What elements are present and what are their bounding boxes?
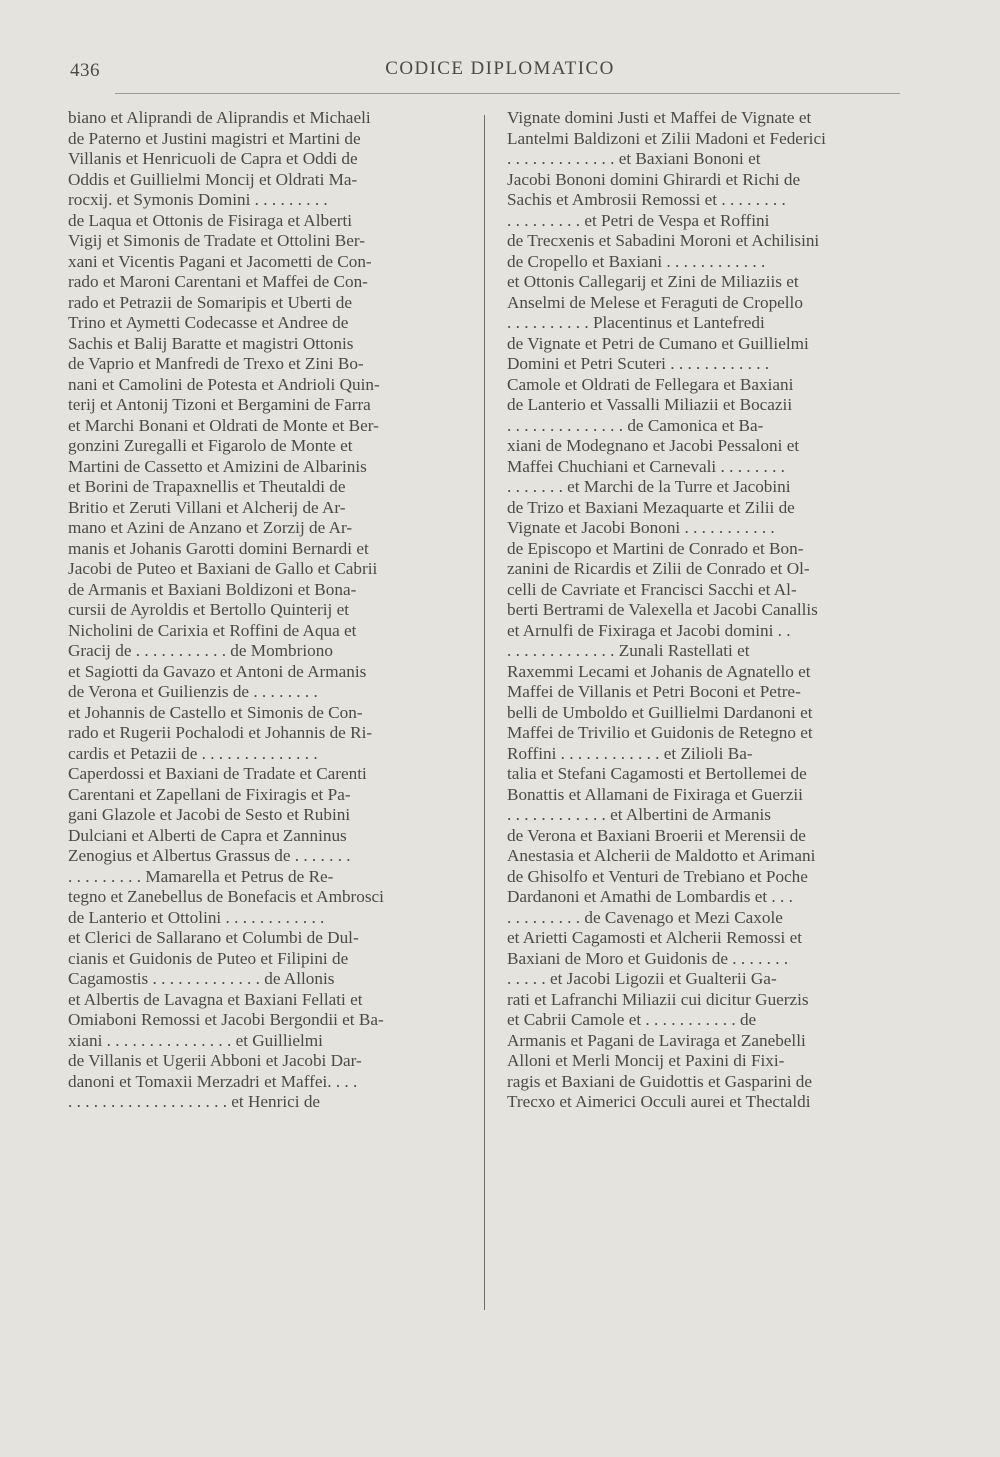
- right-column-line: Domini et Petri Scuteri . . . . . . . . . . . .: [507, 354, 770, 373]
- left-column-line: mano et Azini de Anzano et Zorzij de Ar-: [68, 518, 353, 537]
- right-column-line: talia et Stefani Cagamosti et Bertollemei de: [507, 764, 807, 783]
- right-column-line: et Arietti Cagamosti et Alcherii Remossi et: [507, 928, 802, 947]
- right-column-line: Sachis et Ambrosii Remossi et . . . . . . . .: [507, 190, 786, 209]
- left-column-line: cianis et Guidonis de Puteo et Filipini de: [68, 948, 349, 968]
- left-column-line: . . . . . . . . . Mamarella et Petrus de Re-: [68, 866, 334, 886]
- right-column-line: de Episcopo et Martini de Conrado et Bon-: [507, 538, 804, 558]
- right-column: [507, 108, 897, 1113]
- left-column-line: et Albertis de Lavagna et Baxiani Fellati et: [68, 989, 363, 1009]
- right-column-line: et Ottonis Callegarij et Zini de Miliaziis et: [507, 272, 799, 291]
- right-column-line: Vignate domini Justi et Maffei de Vignate et: [507, 108, 812, 127]
- left-column-line: Nicholini de Carixia et Roffini de Aqua et: [68, 620, 357, 640]
- right-column-line: . . . . . et Jacobi Ligozii et Gualterii Ga-: [507, 969, 777, 988]
- column-divider: [484, 115, 485, 1310]
- left-column-line: terij et Antonij Tizoni et Bergamini de Farra: [68, 395, 371, 414]
- right-column-line: Anestasia et Alcherii de Maldotto et Arimani: [507, 846, 816, 865]
- header-rule: [115, 93, 900, 94]
- right-column-line: Maffei de Trivilio et Guidonis de Retegno et: [507, 723, 813, 742]
- right-column-line: Maffei de Villanis et Petri Boconi et Petre-: [507, 682, 801, 701]
- left-column-line: biano et Aliprandi de Aliprandis et Michaeli: [68, 108, 371, 127]
- right-column-line: Vignate et Jacobi Bononi . . . . . . . . . . .: [507, 518, 775, 537]
- right-column-line: Alloni et Merli Moncij et Paxini di Fixi-: [507, 1051, 785, 1070]
- left-column-line: de Paterno et Justini magistri et Martini de: [68, 128, 361, 148]
- right-column-line: berti Bertrami de Valexella et Jacobi Canallis: [507, 600, 818, 619]
- left-column-line: Vigij et Simonis de Tradate et Ottolini Ber-: [68, 231, 365, 250]
- right-column-line: . . . . . . . . . de Cavenago et Mezi Caxole: [507, 907, 783, 927]
- left-column-line: xani et Vicentis Pagani et Jacometti de Con-: [68, 251, 372, 271]
- right-column-line: de Vignate et Petri de Cumano et Guillielmi: [507, 333, 809, 353]
- left-column-line: Cagamostis . . . . . . . . . . . . . de Allonis: [68, 969, 335, 988]
- left-column-line: rado et Maroni Carentani et Maffei de Con-: [68, 272, 368, 291]
- right-column-line: et Arnulfi de Fixiraga et Jacobi domini . .: [507, 620, 791, 640]
- right-column-line: Jacobi Bononi domini Ghirardi et Richi de: [507, 169, 801, 189]
- left-column-line: Zenogius et Albertus Grassus de . . . . . . .: [68, 846, 351, 865]
- right-column-line: et Cabrii Camole et . . . . . . . . . . . de: [507, 1010, 757, 1029]
- right-column-line: . . . . . . . . . et Petri de Vespa et Roffini: [507, 210, 770, 230]
- right-column-line: celli de Cavriate et Francisci Sacchi et Al-: [507, 579, 797, 599]
- right-column-line: xiani de Modegnano et Jacobi Pessaloni et: [507, 436, 800, 455]
- left-column-line: cursii de Ayroldis et Bertollo Quinterij et: [68, 600, 350, 619]
- left-column-line: Caperdossi et Baxiani de Tradate et Carenti: [68, 764, 367, 783]
- left-column-line: . . . . . . . . . . . . . . . . . . . et Henrici de: [68, 1092, 321, 1111]
- right-column-line: . . . . . . . . . . . . . Zunali Rastellati et: [507, 641, 750, 660]
- right-column-line: Maffei Chuchiani et Carnevali . . . . . . . .: [507, 456, 785, 476]
- right-column-line: . . . . . . . . . . Placentinus et Lantefredi: [507, 313, 765, 332]
- left-column: [68, 108, 458, 1113]
- right-column-line: de Cropello et Baxiani . . . . . . . . . . . .: [507, 251, 766, 271]
- right-column-line: Camole et Oldrati de Fellegara et Baxiani: [507, 374, 794, 394]
- right-column-line: ragis et Baxiani de Guidottis et Gasparini de: [507, 1071, 813, 1091]
- left-column-line: tegno et Zanebellus de Bonefacis et Ambrosci: [68, 887, 384, 906]
- left-column-line: de Laqua et Ottonis de Fisiraga et Alberti: [68, 210, 352, 230]
- left-column-line: danoni et Tomaxii Merzadri et Maffei. . . .: [68, 1071, 358, 1091]
- right-column-line: Trecxo et Aimerici Occuli aurei et Thectaldi: [507, 1092, 811, 1111]
- left-column-line: Martini de Cassetto et Amizini de Albarinis: [68, 456, 367, 476]
- left-column-line: rocxij. et Symonis Domini . . . . . . . . .: [68, 190, 328, 209]
- page-number: 436: [70, 60, 100, 81]
- right-column-line: Anselmi de Melese et Feraguti de Cropello: [507, 292, 803, 312]
- right-column-line: . . . . . . . et Marchi de la Turre et Jacobini: [507, 477, 791, 496]
- left-column-line: Omiaboni Remossi et Jacobi Bergondii et Ba-: [68, 1010, 384, 1029]
- left-column-line: Trino et Aymetti Codecasse et Andree de: [68, 313, 349, 332]
- left-column-line: de Villanis et Ugerii Abboni et Jacobi Dar-: [68, 1051, 362, 1070]
- right-column-line: Lantelmi Baldizoni et Zilii Madoni et Federici: [507, 128, 826, 148]
- left-column-line: manis et Johanis Garotti domini Bernardi et: [68, 538, 369, 558]
- left-column-line: et Johannis de Castello et Simonis de Con-: [68, 702, 363, 722]
- left-column-line: Dulciani et Alberti de Capra et Zanninus: [68, 825, 347, 845]
- right-column-line: de Ghisolfo et Venturi de Trebiano et Poche: [507, 866, 808, 886]
- left-column-line: xiani . . . . . . . . . . . . . . . et Guillielmi: [68, 1030, 323, 1050]
- left-column-line: gonzini Zuregalli et Figarolo de Monte et: [68, 436, 353, 455]
- left-column-line: Jacobi de Puteo et Baxiani de Gallo et Cabrii: [68, 559, 378, 578]
- left-column-line: nani et Camolini de Potesta et Andrioli Quin-: [68, 374, 380, 394]
- running-title: CODICE DIPLOMATICO: [385, 58, 615, 79]
- left-column-line: de Vaprio et Manfredi de Trexo et Zini Bo-: [68, 354, 364, 373]
- left-column-line: Sachis et Balij Baratte et magistri Ottonis: [68, 333, 354, 353]
- left-column-line: de Lanterio et Ottolini . . . . . . . . . . . .: [68, 907, 325, 927]
- left-column-line: rado et Rugerii Pochalodi et Johannis de Ri-: [68, 723, 373, 742]
- left-column-line: et Marchi Bonani et Oldrati de Monte et Ber-: [68, 415, 379, 435]
- left-column-line: Villanis et Henricuoli de Capra et Oddi de: [68, 149, 358, 168]
- right-column-line: belli de Umboldo et Guillielmi Dardanoni et: [507, 702, 813, 722]
- left-column-line: Oddis et Guillielmi Moncij et Oldrati Ma-: [68, 169, 358, 189]
- left-column-line: gani Glazole et Jacobi de Sesto et Rubini: [68, 805, 351, 824]
- right-column-line: Armanis et Pagani de Laviraga et Zanebelli: [507, 1030, 806, 1050]
- right-column-line: . . . . . . . . . . . . et Albertini de Armanis: [507, 805, 771, 824]
- right-column-line: . . . . . . . . . . . . . et Baxiani Bononi et: [507, 149, 761, 168]
- left-column-line: et Sagiotti da Gavazo et Antoni de Armanis: [68, 661, 367, 681]
- right-column-line: Roffini . . . . . . . . . . . . et Zilioli Ba-: [507, 743, 753, 763]
- left-column-line: rado et Petrazii de Somaripis et Uberti de: [68, 292, 352, 312]
- right-column-line: . . . . . . . . . . . . . . de Camonica et Ba-: [507, 415, 764, 435]
- right-column-line: de Trizo et Baxiani Mezaquarte et Zilii de: [507, 497, 795, 517]
- right-column-line: Raxemmi Lecami et Johanis de Agnatello et: [507, 661, 811, 681]
- right-column-line: Bonattis et Allamani de Fixiraga et Guerzii: [507, 784, 803, 804]
- right-column-line: de Trecxenis et Sabadini Moroni et Achilisini: [507, 231, 820, 250]
- left-column-line: Carentani et Zapellani de Fixiragis et Pa-: [68, 784, 351, 804]
- left-column-line: et Clerici de Sallarano et Columbi de Dul-: [68, 928, 359, 947]
- left-column-line: Gracij de . . . . . . . . . . . de Mombriono: [68, 641, 333, 660]
- left-column-line: et Borini de Trapaxnellis et Theutaldi de: [68, 477, 346, 496]
- right-column-line: rati et Lafranchi Miliazii cui dicitur Guerzis: [507, 989, 809, 1009]
- left-column-line: de Armanis et Baxiani Boldizoni et Bona-: [68, 579, 357, 599]
- right-column-line: Dardanoni et Amathi de Lombardis et . . .: [507, 887, 793, 906]
- left-column-line: cardis et Petazii de . . . . . . . . . . . . . .: [68, 743, 318, 763]
- right-column-line: zanini de Ricardis et Zilii de Conrado et Ol-: [507, 559, 810, 578]
- left-column-line: de Verona et Guilienzis de . . . . . . . .: [68, 682, 318, 701]
- right-column-line: de Verona et Baxiani Broerii et Merensii de: [507, 825, 806, 845]
- left-column-line: Britio et Zeruti Villani et Alcherij de Ar-: [68, 497, 346, 517]
- right-column-line: Baxiani de Moro et Guidonis de . . . . . . .: [507, 948, 789, 968]
- right-column-line: de Lanterio et Vassalli Miliazii et Bocazii: [507, 395, 793, 414]
